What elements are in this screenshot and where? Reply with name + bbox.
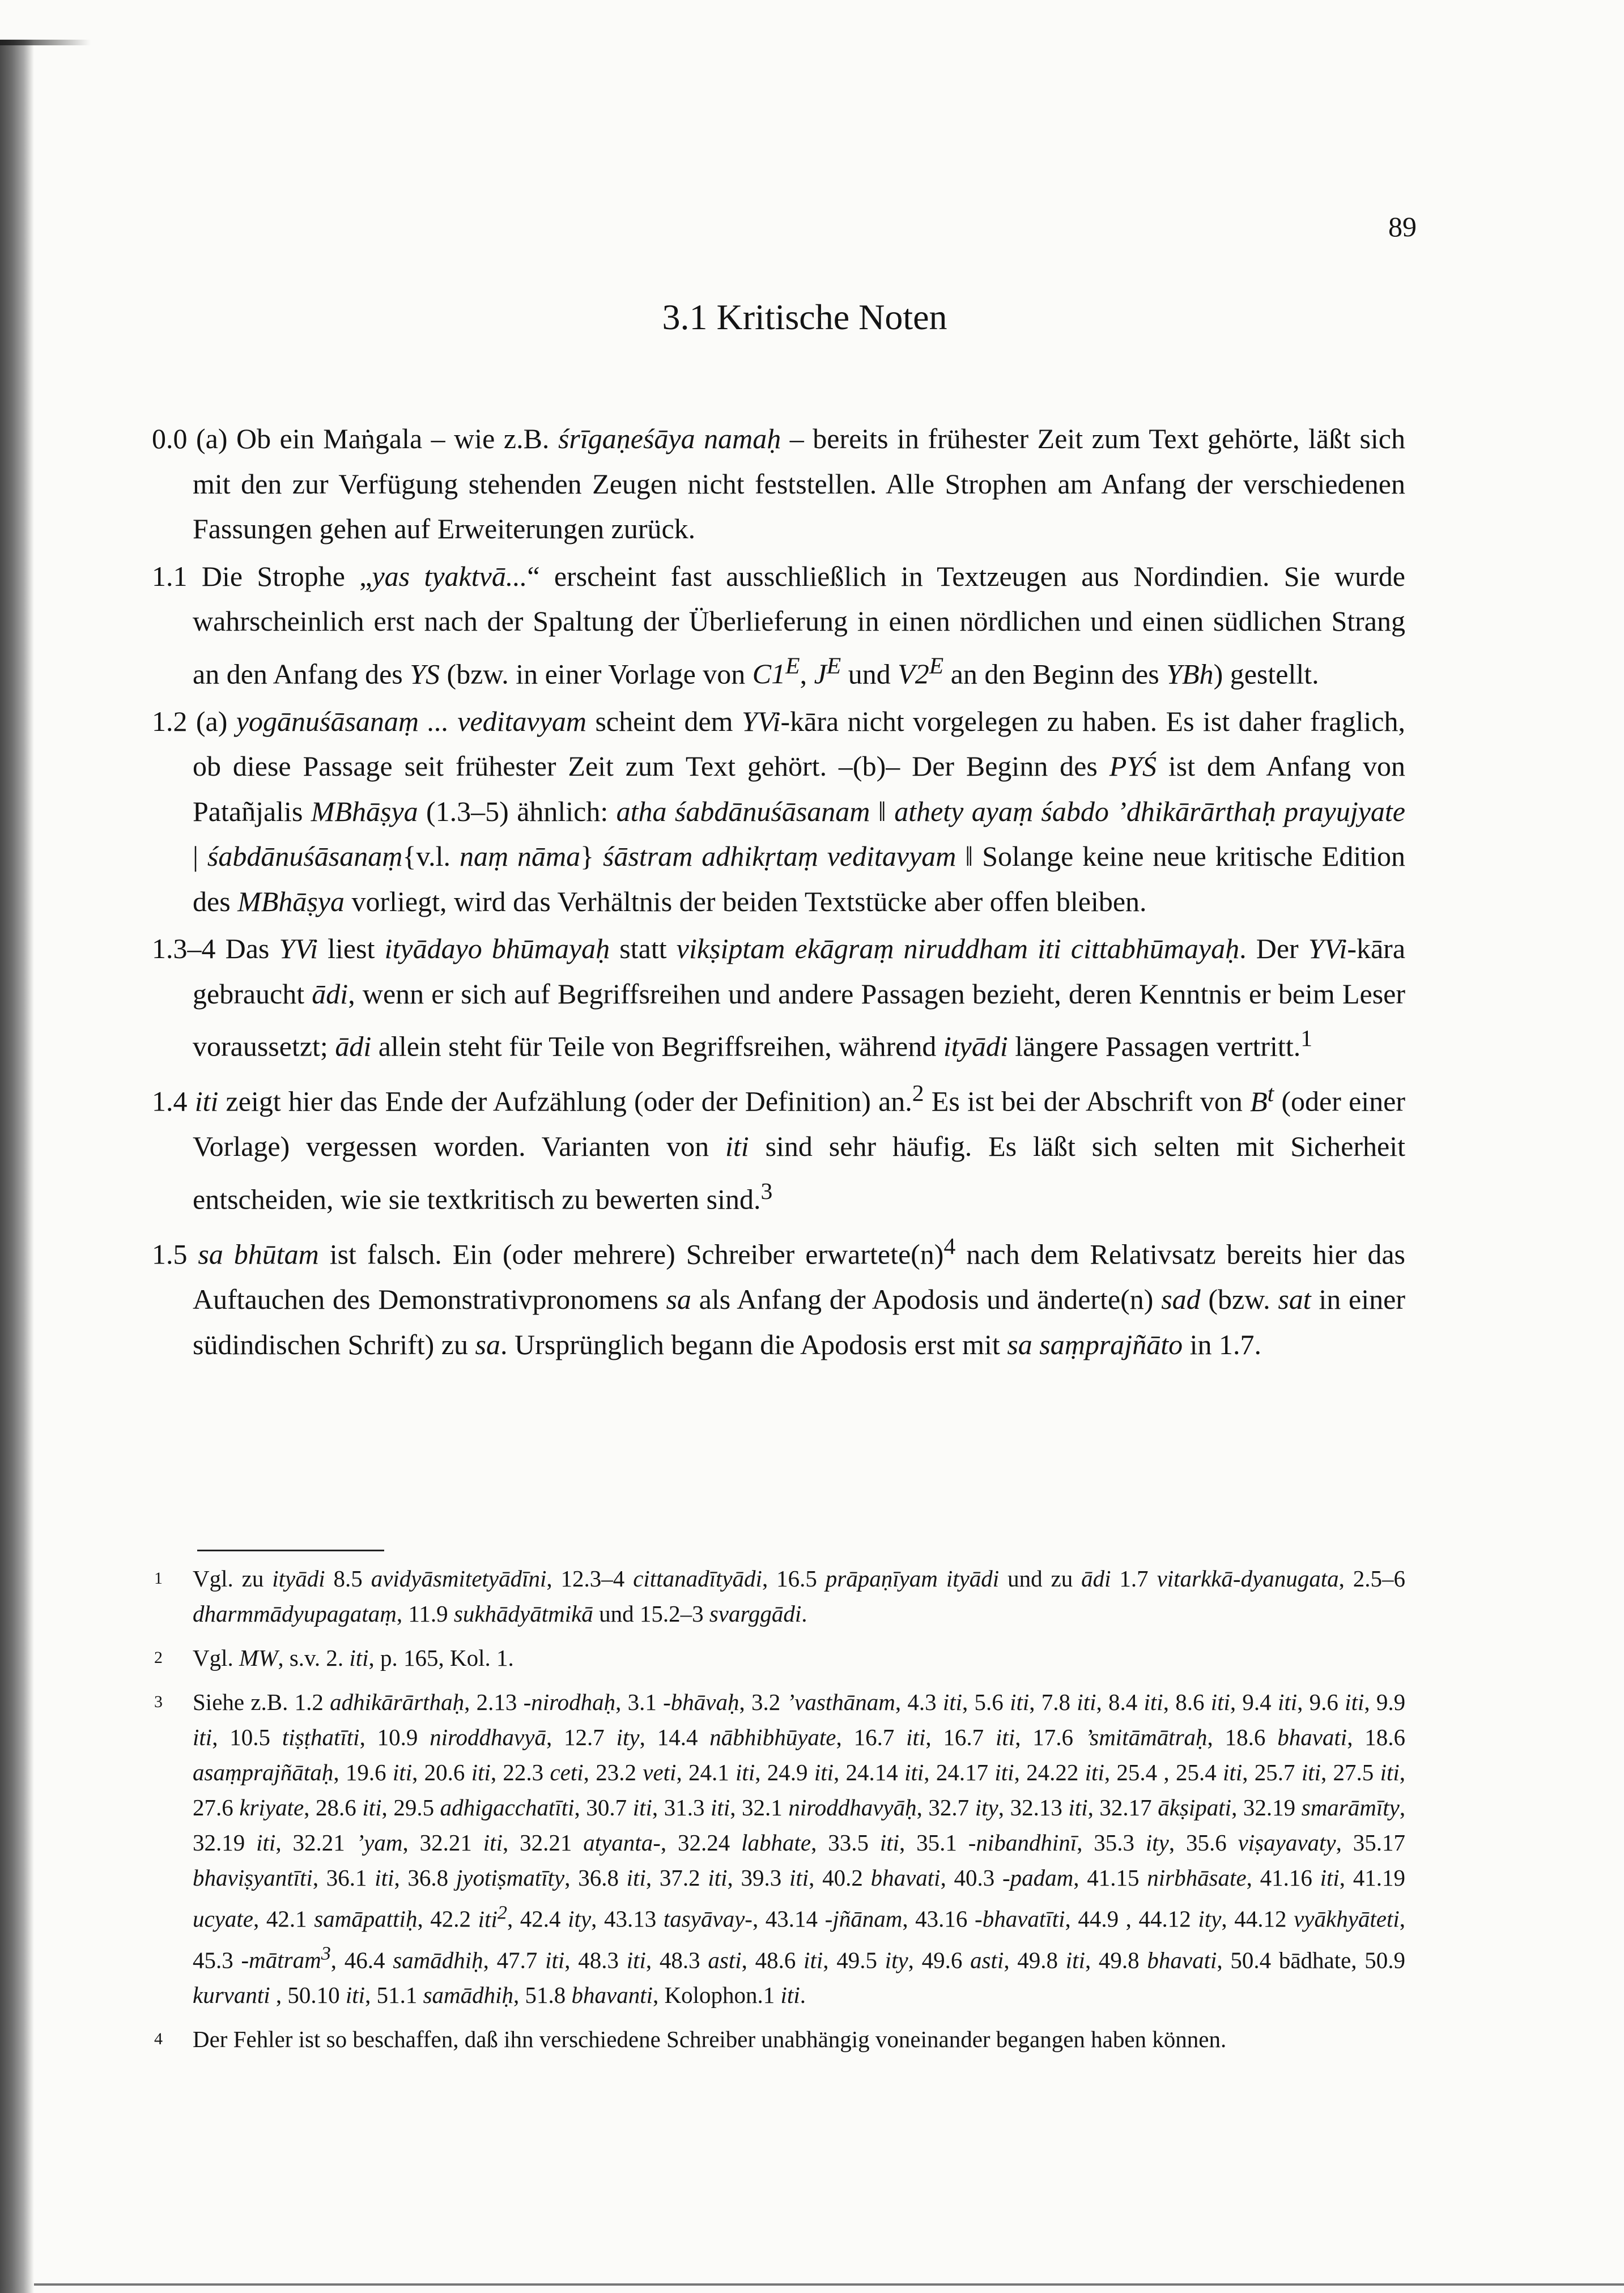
note-1-2: 1.2 (a) yogānuśāsanaṃ ... veditavyam scheint dem YVi-kāra nicht vorgelegen zu haben. Es ist daher fraglich, ob diese Passage seit frühester Zeit zum Text gehört. –(b)– Der Beginn des PYŚ ist dem Anfang von Patañjalis MBhāṣya (1.3–5) ähnlich: atha śabdānuśāsanam ‖ athety ayaṃ śabdo ’dhikārārthaḥ prayujyate | śabdānuśāsanaṃ{v.l. naṃ nāma} śāstram adhikṛtaṃ veditavyam ‖ Solange keine neue kritische Edition des MBhāṣya vorliegt, wird das Verhältnis der beiden Textstücke aber offen bleiben.: [152, 705, 1405, 917]
scan-binding-shadow: [0, 40, 34, 2293]
footnote-4: [152, 2022, 1405, 2057]
footnote-2: [152, 1640, 1405, 1675]
page-number: 89: [1388, 211, 1417, 243]
critical-notes: [152, 416, 1405, 1369]
footnote-mark: 1: [154, 1569, 163, 1588]
footnote-mark: 3: [154, 1692, 163, 1711]
scan-bottom-edge: [34, 2283, 1624, 2286]
footnote-mark: 2: [154, 1648, 163, 1667]
note-1-5: 1.5 sa bhūtam ist falsch. Ein (oder mehrere) Schreiber $erwartete(n)^4$ nach dem Relativsatz bereits hier das Auftauchen des Demonstrativpronomens sa als Anfang der Apodosis und änderte(n) sad (bzw. sat in einer südindischen Schrift) zu sa. Ursprünglich begann die Apodosis erst mit sa saṃprajñāto in 1.7.: [152, 1233, 1406, 1360]
footnote-text: Vgl. zu ityādi 8.5 avidyāsmitetyādīni, 12.3–4 cittanadītyādi, 16.5 prāpaṇīyam ityādi und zu ādi 1.7 vitarkkā-dyanugata, 2.5–6 dharmmādyupagataṃ, 11.9 sukhādyātmikā und 15.2–3 svarggādi.: [193, 1565, 1406, 1627]
footnote-text: Siehe z.B. 1.2 adhikārārthaḥ, 2.13 -nirodhaḥ, 3.1 -bhāvaḥ, 3.2 ’vasthānam, 4.3 iti, 5.6 iti, 7.8 iti, 8.4 iti, 8.6 iti, 9.4 iti, 9.6 iti, 9.9 iti, 10.5 tiṣṭhatīti, 10.9 niroddhavyā, 12.7 ity, 14.4 nābhibhūyate, 16.7 iti, 16.7 iti, 17.6 ’smitāmātraḥ, 18.6 bhavati, 18.6 asaṃprajñātaḥ, 19.6 iti, 20.6 iti, 22.3 ceti, 23.2 veti, 24.1 iti, 24.9 iti, 24.14 iti, 24.17 iti, 24.22 iti, 25.4 , 25.4 iti, 25.7 iti, 27.5 iti, 27.6 kriyate, 28.6 iti, 29.5 adhigacchatīti, 30.7 iti, 31.3 iti, 32.1 niroddhavyāḥ, 32.7 ity, 32.13 iti, 32.17 ākṣipati, 32.19 smarāmīty, 32.19 iti, 32.21 ’yam, 32.21 iti, 32.21 atyanta-, 32.24 labhate, 33.5 iti, 35.1 -nibandhinī, 35.3 ity, 35.6 viṣayavaty, 35.17 bhaviṣyantīti, 36.1 iti, 36.8 jyotiṣmatīty, 36.8 iti, 37.2 iti, 39.3 iti, 40.2 bhavati, 40.3 -padam, 41.15 nirbhāsate, 41.16 iti, 41.19 ucyate, 42.1 samāpattiḥ, 42.2 iti$^2$, 42.4 ity, 43.13 tasyāvay-, 43.14 -jñānam, 43.16 -bhavatīti, 44.9 , 44.12 ity, 44.12 vyākhyāteti, 45.3 -mātram$^3$, 46.4 samādhiḥ, 47.7 iti, 48.3 iti, 48.3 asti, 48.6 iti, 49.5 ity, 49.6 asti, 49.8 iti, 49.8 bhavati, 50.4 bādhate, 50.9 kurvanti , 50.10 iti, 51.1 samādhiḥ, 51.8 bhavanti, Kolophon.1 iti.: [193, 1689, 1406, 2009]
section-title: 3.1 Kritische Noten: [662, 297, 947, 337]
footnote-1: [152, 1561, 1405, 1631]
footnote-text: Der Fehler ist so beschaffen, daß ihn verschiedene Schreiber unabhängig voneinander begangen haben können.: [193, 2026, 1227, 2053]
note-1-1: 1.1 Die Strophe „yas tyaktvā...“ erscheint fast ausschließlich in Textzeugen aus Nordindien. Sie wurde wahrscheinlich erst nach der Spaltung der Überlieferung in einen nördlichen und einen südlichen Strang an den Anfang des YS (bzw. in einer Vorlage von $C1^E$, $J^E$ und $V2^E$ an den Beginn des YBh) gestellt.: [152, 560, 1405, 690]
footnote-text: Vgl. MW, s.v. 2. iti, p. 165, Kol. 1.: [193, 1645, 514, 1671]
note-1-3-4: 1.3–4 Das YVi liest ityādayo bhūmayaḥ statt vikṣiptam ekāgraṃ niruddham iti cittabhūmayaḥ. Der YVi-kāra gebraucht ādi, wenn er sich auf Begriffsreihen und andere Passagen bezieht, deren Kenntnis er beim Leser voraussetzt; ādi allein steht für Teile von Begriffsreihen, während ityādi längere Passagen vertritt.$^1$: [152, 933, 1406, 1062]
footnote-mark: 4: [154, 2030, 163, 2049]
note-1-4: 1.4 iti zeigt hier das Ende der Aufzählung (oder der Definition) an.$^2$ Es ist bei der Abschrift von $B^t$ (oder einer Vorlage) vergessen worden. Varianten von iti sind sehr häufig. Es läßt sich selten mit Sicherheit entscheiden, wie sie textkritisch zu bewerten sind.$^3$: [152, 1080, 1405, 1215]
footnotes: [152, 1561, 1405, 2066]
footnote-divider: [197, 1550, 384, 1551]
footnote-3: [152, 1684, 1405, 2013]
note-0-0: 0.0 (a) Ob ein Maṅgala – wie z.B. śrīgaṇeśāya namaḥ – bereits in frühester Zeit zum Text gehörte, läßt sich mit den zur Verfügung stehenden Zeugen nicht feststellen. Alle Strophen am Anfang der verschiedenen Fassungen gehen auf Erweiterungen zurück.: [152, 423, 1405, 544]
scan-corner-mark: [0, 40, 91, 45]
